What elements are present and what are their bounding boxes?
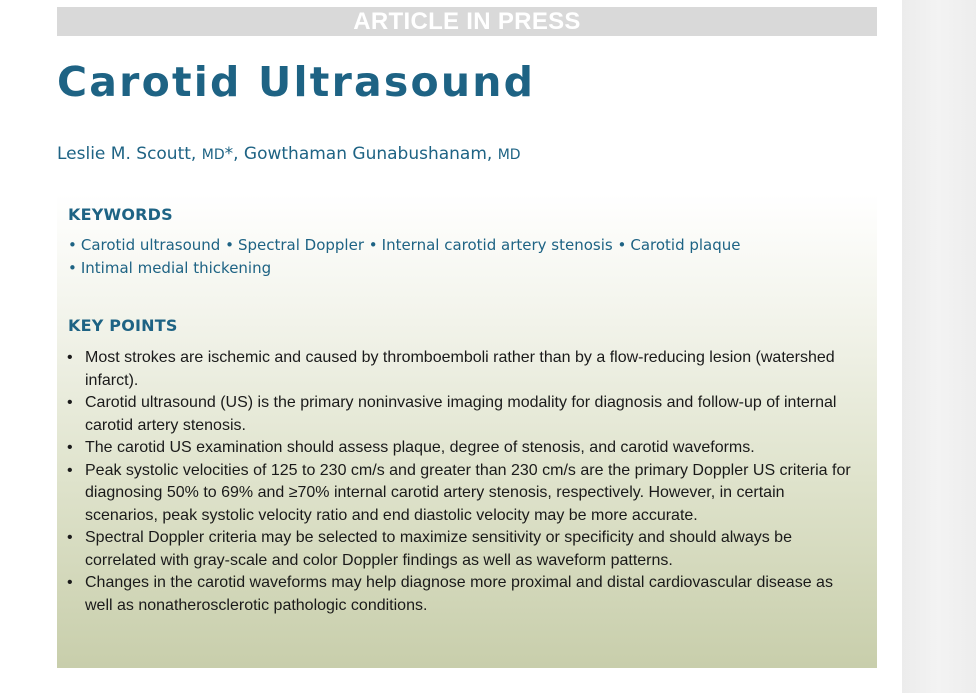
key-point-item: • Peak systolic velocities of 125 to 230 cm/s and greater than 230 cm/s are the primary Doppler US criteria for diagnosing 50% to 69% and ≥70% internal carotid artery stenosis, respectively. However, in certain scenarios, peak systolic velocity ratio and end diastolic velocity may be more accurate. xyxy=(67,461,851,524)
keyword-item: • Internal carotid artery stenosis xyxy=(368,236,613,254)
key-point-item: • Changes in the carotid waveforms may help diagnose more proximal and distal cardiovascular disease as well as nonatherosclerotic pathologic conditions. xyxy=(67,574,833,614)
key-point-item: • The carotid US examination should assess plaque, degree of stenosis, and carotid waveforms. xyxy=(67,437,857,460)
keyword-item: • Carotid ultrasound xyxy=(68,236,221,254)
key-point-item: • Spectral Doppler criteria may be selected to maximize sensitivity or specificity and should always be correlated with gray-scale and color Doppler findings as well as waveform patterns. xyxy=(67,529,792,569)
keywords-heading: KEYWORDS xyxy=(68,205,173,224)
bullet-icon: • xyxy=(67,349,73,366)
author-line xyxy=(57,144,521,164)
article-title: Carotid Ultrasound xyxy=(57,58,536,106)
author-degree: MD xyxy=(201,147,225,163)
keywords-list xyxy=(68,234,868,279)
keyword-item: • Spectral Doppler xyxy=(225,236,364,254)
keyword-item: • Carotid plaque xyxy=(617,236,741,254)
key-points-list xyxy=(67,347,857,617)
author-degree: MD xyxy=(497,147,521,163)
abstract-box xyxy=(57,194,877,668)
bullet-icon: • xyxy=(67,529,73,546)
key-point-item: • Most strokes are ischemic and caused by thromboemboli rather than by a flow-reducing lesion (watershed infarct). xyxy=(67,349,835,389)
corresponding-author-mark: * xyxy=(224,144,234,164)
keyword-item: • Intimal medial thickening xyxy=(68,258,272,277)
bullet-icon: • xyxy=(67,394,73,411)
key-point-item: • Carotid ultrasound (US) is the primary noninvasive imaging modality for diagnosis and follow-up of internal carotid artery stenosis. xyxy=(67,394,837,434)
side-margin-strip xyxy=(902,0,976,693)
bullet-icon: • xyxy=(67,439,73,456)
author-name: Leslie M. Scoutt, xyxy=(57,144,202,164)
key-points-heading: KEY POINTS xyxy=(68,316,178,335)
author-name: , Gowthaman Gunabushanam, xyxy=(233,144,498,164)
bullet-icon: • xyxy=(67,461,73,479)
article-in-press-banner: ARTICLE IN PRESS xyxy=(57,7,877,36)
bullet-icon: • xyxy=(67,574,73,591)
